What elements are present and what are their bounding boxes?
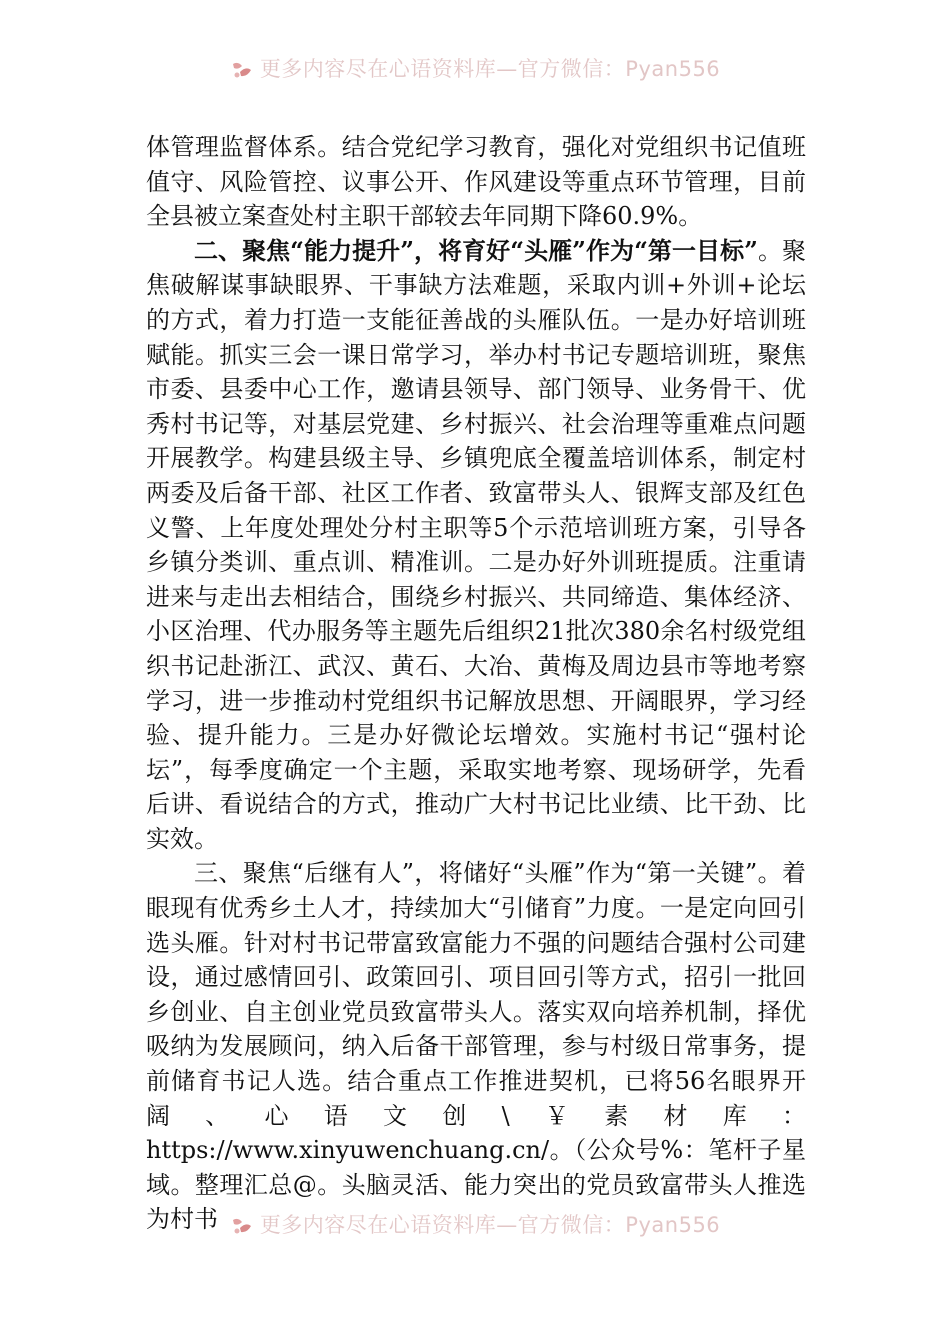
paragraph-3: 三、聚焦“后继有人”，将储好“头雁”作为“第一关键”。着眼现有优秀乡土人才，持续加大“引储育”力度。一是定向回引选头雁。针对村书记带富致富能力不强的问题结合强村公司建设，通过感情回引、政策回引、项目回引等方式，招引一批回乡创业、自主创业党员致富带头人。落实双向培养机制，择优吸纳为发展顾问，纳入后备干部管理，参与村级日常事务，提前储育书记人选。结合重点工作推进契机，已将56名眼界开阔、心语文创\￥素材库：https://www.xinyuwenchuang.cn/。（公众号%：笔杆子星域。整理汇总@。头脑灵活、能力突出的党员致富带头人推选为村书 [146,859,806,1234]
paragraph-2-text: 。聚焦破解谋事缺眼界、干事缺方法难题，采取内训+外训+论坛的方式，着力打造一支能征善战的头雁队伍。一是办好培训班赋能。抓实三会一课日常学习，举办村书记专题培训班，聚焦市委、县委中心工作，邀请县领导、部门领导、业务骨干、优秀村书记等，对基层党建、乡村振兴、社会治理等重难点问题开展教学。构建县级主导、乡镇兜底全覆盖培训体系，制定村两委及后备干部、社区工作者、致富带头人、银辉支部及红色义警、上年度处理处分村主职等5个示范培训班方案，引导各乡镇分类训、重点训、精准训。二是办好外训班提质。注重请进来与走出去相结合，围绕乡村振兴、共同缔造、集体经济、小区治理、代办服务等主题先后组织21批次380余名村级党组织书记赴浙江、武汉、黄石、大冶、黄梅及周边县市等地考察学习，进一步推动村党组织书记解放思想、开阔眼界，学习经验、提升能力。三是办好微论坛增效。实施村书记“强村论坛”，每季度确定一个主题，采取实地考察、现场研学，先看后讲、看说结合的方式，推动广大村书记比业绩、比干劲、比实效。 [146,236,807,853]
brand-logo-icon [230,60,254,80]
document-body [146,130,806,1237]
paragraph-2 [146,234,806,857]
watermark-text: 更多内容尽在心语资料库—官方微信：Pyan556 [259,1213,721,1237]
paragraph-1: 体管理监督体系。结合党纪学习教育，强化对党组织书记值班值守、风险管控、议事公开、作风建设等重点环节管理，目前全县被立案查处村主职干部较去年同期下降60.9%。 [146,133,806,231]
brand-logo-icon [230,1216,254,1236]
watermark-header [0,52,950,86]
watermark-footer [0,1208,950,1242]
watermark-text: 更多内容尽在心语资料库—官方微信：Pyan556 [259,57,721,81]
section-heading-2: 二、聚焦“能力提升”，将育好“头雁”作为“第一目标” [194,235,758,265]
